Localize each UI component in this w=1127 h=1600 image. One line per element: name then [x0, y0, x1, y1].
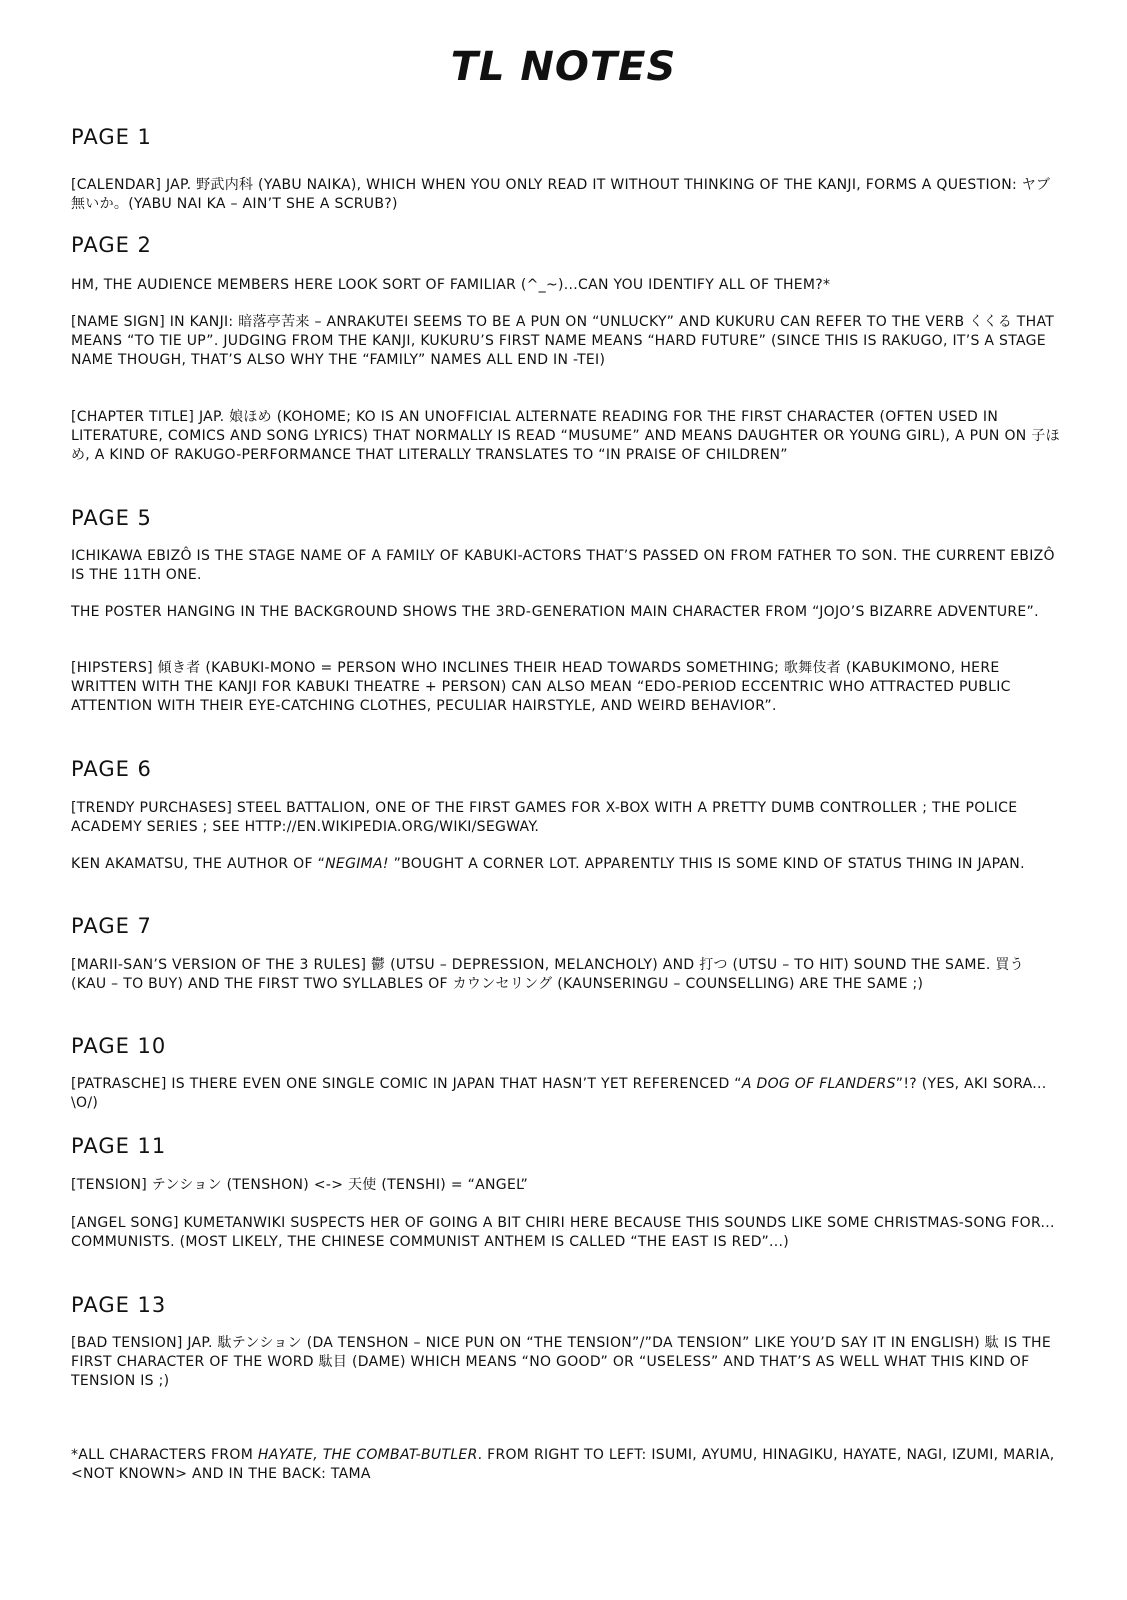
section-heading: PAGE 5 — [71, 506, 152, 530]
note-paragraph: [MARII-SAN’S VERSION OF THE 3 RULES] 鬱 (UTSU – DEPRESSION, MELANCHOLY) AND 打つ (UTSU – TO HIT) SOUND THE SAME. 買う (KAU – TO BUY) AND THE FIRST TWO SYLLABLES OF カウンセリング (KAUNSERINGU – COUNSELLING) ARE THE SAME ;) — [71, 957, 1024, 992]
section-heading: PAGE 2 — [71, 233, 152, 257]
note-paragraph: [TRENDY PURCHASES] STEEL BATTALION, ONE OF THE FIRST GAMES FOR X-BOX WITH A PRETTY DUMB CONTROLLER ; THE POLICE ACADEMY SERIES ; SEE HTTP://EN.WIKIPEDIA.ORG/WIKI/SEGWAY. — [71, 800, 1018, 835]
note-paragraph: [ANGEL SONG] KUMETANWIKI SUSPECTS HER OF GOING A BIT CHIRI HERE BECAUSE THIS SOUNDS LIKE SOME CHRISTMAS-SONG FOR... COMMUNISTS. (MOST LIKELY, THE CHINESE COMMUNIST ANTHEM IS CALLED “THE EAST IS RED”...) — [71, 1215, 1055, 1250]
note-paragraph: [CHAPTER TITLE] JAP. 娘ほめ (KOHOME; KO IS AN UNOFFICIAL ALTERNATE READING FOR THE FIRST CHARACTER (OFTEN USED IN LITERATURE, COMICS AND SONG LYRICS) THAT NORMALLY IS READ “MUSUME” AND MEANS DAUGHTER OR YOUNG GIRL), A PUN ON 子ほめ, A KIND OF RAKUGO-PERFORMANCE THAT LITERALLY TRANSLATES TO “IN PRAISE OF CHILDREN” — [71, 409, 1060, 463]
note-paragraph: [PATRASCHE] IS THERE EVEN ONE SINGLE COMIC IN JAPAN THAT HASN’T YET REFERENCED “A DOG OF FLANDERS”!? (YES, AKI SORA... \O/) — [71, 1076, 1047, 1111]
note-paragraph: THE POSTER HANGING IN THE BACKGROUND SHOWS THE 3RD-GENERATION MAIN CHARACTER FROM “JOJO’S BIZARRE ADVENTURE”. — [71, 604, 1039, 620]
note-paragraph: HM, THE AUDIENCE MEMBERS HERE LOOK SORT OF FAMILIAR (^_~)...CAN YOU IDENTIFY ALL OF THEM?* — [71, 277, 831, 293]
page-title: TL NOTES — [450, 44, 677, 90]
note-paragraph: ICHIKAWA EBIZÔ IS THE STAGE NAME OF A FAMILY OF KABUKI-ACTORS THAT’S PASSED ON FROM FATHER TO SON. THE CURRENT EBIZÔ IS THE 11TH ONE. — [71, 548, 1055, 583]
section-heading: PAGE 7 — [71, 914, 152, 938]
section-heading: PAGE 1 — [71, 125, 152, 149]
footnote: *ALL CHARACTERS FROM HAYATE, THE COMBAT-BUTLER. FROM RIGHT TO LEFT: ISUMI, AYUMU, HINAGIKU, HAYATE, NAGI, IZUMI, MARIA, <NOT KNOWN> AND IN THE BACK: TAMA — [71, 1447, 1055, 1482]
note-paragraph: [CALENDAR] JAP. 野武内科 (YABU NAIKA), WHICH WHEN YOU ONLY READ IT WITHOUT THINKING OF THE KANJI, FORMS A QUESTION: ヤブ無いか。(YABU NAI KA – AIN’T SHE A SCRUB?) — [71, 177, 1051, 212]
section-heading: PAGE 13 — [71, 1293, 167, 1317]
note-paragraph: [NAME SIGN] IN KANJI: 暗落亭苦来 – ANRAKUTEI SEEMS TO BE A PUN ON “UNLUCKY” AND KUKURU CAN REFER TO THE VERB くくる THAT MEANS “TO TIE UP”. JUDGING FROM THE KANJI, KUKURU’S FIRST NAME MEANS “HARD FUTURE” (SINCE THIS IS RAKUGO, IT’S A STAGE NAME THOUGH, THAT’S ALSO WHY THE “FAMILY” NAMES ALL END IN -TEI) — [71, 314, 1055, 368]
note-paragraph: [TENSION] テンション (TENSHON) <-> 天使 (TENSHI) = “ANGEL” — [71, 1177, 529, 1193]
note-paragraph: [BAD TENSION] JAP. 駄テンション (DA TENSHON – NICE PUN ON “THE TENSION”/”DA TENSION” LIKE YOU’D SAY IT IN ENGLISH) 駄 IS THE FIRST CHARACTER OF THE WORD 駄目 (DAME) WHICH MEANS “NO GOOD” OR “USELESS” AND THAT’S AS WELL WHAT THIS KIND OF TENSION IS ;) — [71, 1335, 1052, 1389]
section-heading: PAGE 10 — [71, 1034, 167, 1058]
section-heading: PAGE 6 — [71, 757, 152, 781]
section-heading: PAGE 11 — [71, 1134, 167, 1158]
note-paragraph: KEN AKAMATSU, THE AUTHOR OF “NEGIMA! ”BOUGHT A CORNER LOT. APPARENTLY THIS IS SOME KIND OF STATUS THING IN JAPAN. — [71, 856, 1025, 872]
note-paragraph: [HIPSTERS] 傾き者 (KABUKI-MONO = PERSON WHO INCLINES THEIR HEAD TOWARDS SOMETHING; 歌舞伎者 (KABUKIMONO, HERE WRITTEN WITH THE KANJI FOR KABUKI THEATRE + PERSON) CAN ALSO MEAN “EDO-PERIOD ECCENTRIC WHO ATTRACTED PUBLIC ATTENTION WITH THEIR EYE-CATCHING CLOTHES, PECULIAR HAIRSTYLE, AND WEIRD BEHAVIOR”. — [71, 660, 1011, 714]
